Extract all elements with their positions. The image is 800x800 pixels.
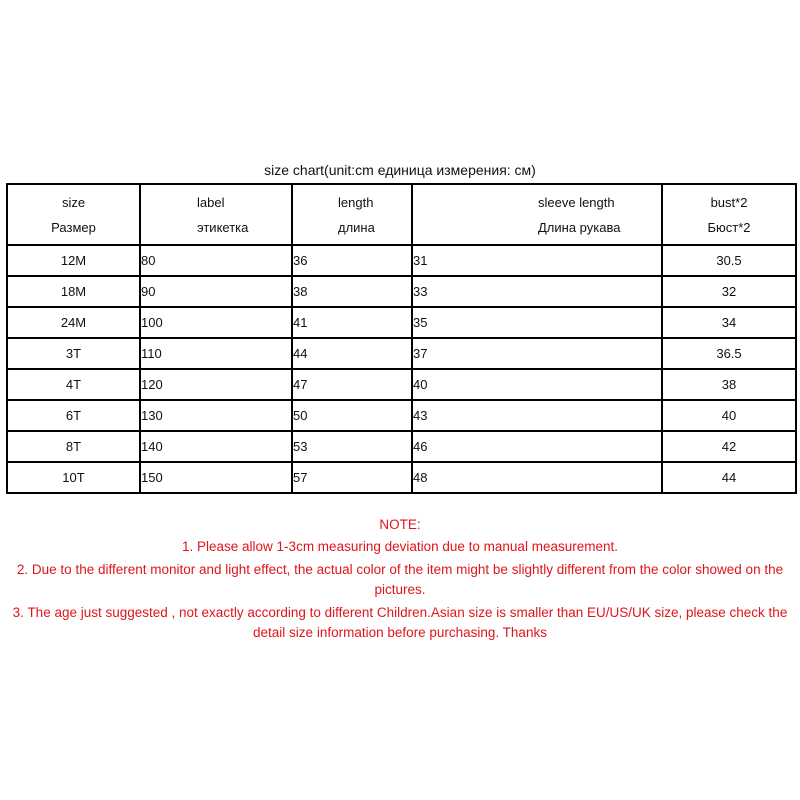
column-header-en: label bbox=[197, 194, 225, 210]
cell-length: 50 bbox=[292, 400, 412, 431]
table-row bbox=[7, 462, 796, 493]
cell-bust: 38 bbox=[662, 369, 796, 400]
cell-size: 8T bbox=[7, 431, 140, 462]
note-item-2: 2. Due to the different monitor and light effect, the actual color of the item might be slightly different from the color showed on the pictures. bbox=[16, 562, 784, 597]
table-row bbox=[7, 431, 796, 462]
cell-length: 57 bbox=[292, 462, 412, 493]
cell-bust: 36.5 bbox=[662, 338, 796, 369]
cell-size: 10T bbox=[7, 462, 140, 493]
notes-section bbox=[0, 515, 800, 646]
cell-label: 130 bbox=[140, 400, 292, 431]
cell-sleeve-length: 37 bbox=[412, 338, 662, 369]
column-header-ru: Размер bbox=[51, 219, 96, 235]
cell-bust: 30.5 bbox=[662, 245, 796, 276]
cell-size: 6T bbox=[7, 400, 140, 431]
cell-size: 24M bbox=[7, 307, 140, 338]
cell-size: 12M bbox=[7, 245, 140, 276]
note-item-1: 1. Please allow 1-3cm measuring deviation due to manual measurement. bbox=[182, 539, 618, 554]
table-row bbox=[7, 338, 796, 369]
cell-sleeve-length: 40 bbox=[412, 369, 662, 400]
cell-bust: 44 bbox=[662, 462, 796, 493]
cell-length: 47 bbox=[292, 369, 412, 400]
cell-length: 44 bbox=[292, 338, 412, 369]
cell-sleeve-length: 31 bbox=[412, 245, 662, 276]
column-header-ru: Бюст*2 bbox=[707, 219, 751, 235]
cell-size: 3T bbox=[7, 338, 140, 369]
column-header-en: length bbox=[338, 194, 374, 210]
cell-label: 80 bbox=[140, 245, 292, 276]
cell-length: 41 bbox=[292, 307, 412, 338]
column-header-label bbox=[140, 184, 292, 245]
notes-heading: NOTE: bbox=[379, 517, 421, 532]
column-header-en: size bbox=[61, 194, 86, 210]
cell-sleeve-length: 48 bbox=[412, 462, 662, 493]
table-row bbox=[7, 276, 796, 307]
cell-size: 18M bbox=[7, 276, 140, 307]
cell-bust: 42 bbox=[662, 431, 796, 462]
cell-size: 4T bbox=[7, 369, 140, 400]
column-header-ru: длина bbox=[338, 219, 375, 235]
cell-label: 100 bbox=[140, 307, 292, 338]
table-row bbox=[7, 245, 796, 276]
cell-sleeve-length: 33 bbox=[412, 276, 662, 307]
table-row bbox=[7, 369, 796, 400]
column-header-size bbox=[7, 184, 140, 245]
cell-label: 110 bbox=[140, 338, 292, 369]
size-chart-title: size chart(unit:cm единица измерения: см) bbox=[264, 162, 536, 178]
cell-sleeve-length: 46 bbox=[412, 431, 662, 462]
cell-label: 120 bbox=[140, 369, 292, 400]
column-header-ru: этикетка bbox=[197, 219, 249, 235]
cell-label: 140 bbox=[140, 431, 292, 462]
column-header-sleeve-length bbox=[412, 184, 662, 245]
column-header-en: bust*2 bbox=[710, 194, 748, 210]
table-row bbox=[7, 400, 796, 431]
cell-length: 53 bbox=[292, 431, 412, 462]
column-header-bust bbox=[662, 184, 796, 245]
cell-sleeve-length: 43 bbox=[412, 400, 662, 431]
cell-length: 36 bbox=[292, 245, 412, 276]
cell-label: 150 bbox=[140, 462, 292, 493]
cell-bust: 34 bbox=[662, 307, 796, 338]
table-header-row bbox=[7, 184, 796, 245]
cell-sleeve-length: 35 bbox=[412, 307, 662, 338]
column-header-ru: Длина рукава bbox=[538, 219, 621, 235]
column-header-length bbox=[292, 184, 412, 245]
note-item-3: 3. The age just suggested , not exactly according to different Children.Asian size is smaller than EU/US/UK size, please check the detail size information before purchasing. Thanks bbox=[12, 605, 788, 640]
size-chart-table bbox=[6, 183, 797, 494]
table-row bbox=[7, 307, 796, 338]
cell-length: 38 bbox=[292, 276, 412, 307]
column-header-en: sleeve length bbox=[538, 194, 615, 210]
cell-bust: 40 bbox=[662, 400, 796, 431]
cell-bust: 32 bbox=[662, 276, 796, 307]
cell-label: 90 bbox=[140, 276, 292, 307]
